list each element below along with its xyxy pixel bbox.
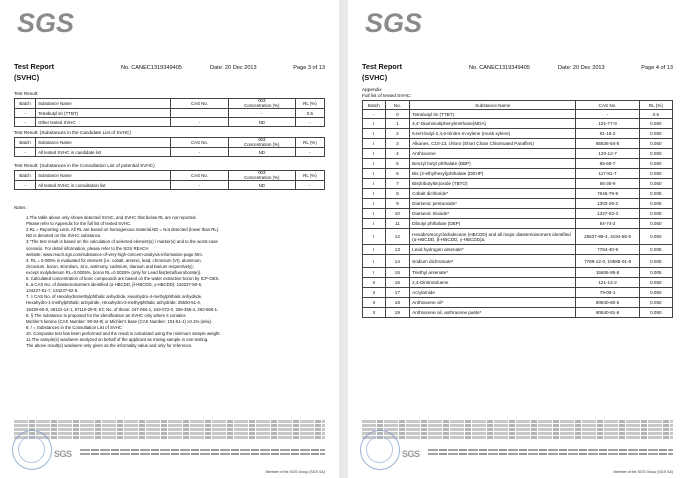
table-header-row: Batch Substance Name CAS No. 003 Concentration (%) RL (%) [15, 138, 325, 148]
table-row: - All tested SVHC in candidate list - ND - [15, 148, 325, 157]
table-row: II 18 Anthracene oil* 90640-80-5 0.050 [363, 298, 673, 308]
table-row: I 9 Diarsenic pentaoxide* 1303-28-2 0.005 [363, 199, 673, 209]
report-subtitle: (SVHC) [362, 73, 388, 82]
note-line: ND is denoted on the SVHC substance. [26, 233, 102, 239]
col-cas: CAS No. [576, 101, 639, 110]
note-line: zirconium, boron, strontium, zinc, antimony, cadmium, titanium and barium respectively); [26, 263, 194, 269]
notes-title: Notes : [14, 205, 28, 210]
svg-text:SGS: SGS [365, 8, 423, 38]
member-text: Member of the SGS Group (SGS SA) [613, 470, 673, 474]
page-number: Page 3 of 13 [293, 65, 325, 71]
table-row: I 8 Cobalt dichloride* 7646-79-9 0.005 [363, 189, 673, 199]
note-line: 7. ◊ CAS No. of Hexahydromethylphthalic anhydride, Hexahydro-4-methylphthalic anhydride, [26, 294, 203, 300]
disclaimer-text [362, 420, 673, 439]
note-line: 1.The table above only shows detected SVHC, and SVHC that below RL are not reported. [26, 215, 197, 221]
table-row: I 12 Hexabromocyclododecane (HBCDD) and all major diastereoisomers identified (α-HBCDD, β-HBCDD, γ-HBCDD)Δ 25637-99-4, 3194-55-6 0.050 [363, 229, 673, 245]
report-number: No. CANEC1319349405 [469, 65, 530, 71]
test-result-label: Test Result: [14, 91, 39, 96]
report-number: No. CANEC1319349405 [121, 65, 182, 71]
sgs-logo [363, 8, 423, 38]
table-row: I 11 Dibutyl phthalate (DBP) 84-74-2 0.050 [363, 219, 673, 229]
candidate-table [14, 137, 325, 157]
table-row: II 16 2,4-Dinitrotoluene 121-14-2 0.050 [363, 278, 673, 288]
note-line: 2.RL = Reporting Limit. All RL are based on homogenous material.ND = Not detected (lower than RL). [26, 227, 220, 233]
note-line: 5. Calculated concentration of boric compounds are based on the water extractive boron by ICP-OES. [26, 276, 220, 282]
note-line: 11.The sample(s) was/were analyzed on behalf of the applicant as mixing sample in one testing. [26, 336, 209, 342]
col-batch: Batch [15, 99, 36, 109]
seal-stamp [12, 430, 52, 470]
note-line: 19438-60-9, 48122-14-1, 57110-29-9; EC No. of those: 247-094-1, 243-072-0, 256-356-4, 260-566-1. [26, 306, 219, 312]
sgs-footer-logo: SGS [402, 449, 420, 459]
table-row: I 7 Bis(tributyltin)oxide (TBTO) 56-35-9 0.050 [363, 179, 673, 189]
table-header-row [363, 101, 673, 110]
result-table [14, 98, 325, 127]
table-row: - Other tested SVHC - ND - [15, 118, 325, 127]
table-row: I 14 Sodium dichromate* 7789-12-0, 10588-01-9 0.005 [363, 255, 673, 268]
note-line: 8. § The substance is proposed for the identification as SVHC only where it contains [26, 312, 186, 318]
note-line: except molybdenum RL=0.0005%, boron RL=0.0025% (only for Lead bis(tetrafluoroborate)). [26, 269, 202, 275]
col-rl: RL (%) [295, 99, 324, 109]
col-no: No. [385, 101, 410, 110]
note-line: 4. RL = 0.005% is evaluated for element (i.e. cobalt, arsenic, lead, chromium (VI), aluminum, [26, 257, 202, 263]
table-row: - Tetrabutyl tin (TTBT) - 0.5 [15, 109, 325, 118]
address-text [80, 449, 325, 457]
sgs-footer-logo: SGS [54, 449, 72, 459]
consultation-table [14, 170, 325, 190]
address-text [428, 449, 673, 457]
table-row: I 10 Diarsenic trioxide* 1327-53-3 0.005 [363, 209, 673, 219]
table-row: I 2 5-tert-butyl-2,4,6-trinitro-m-xylene (musk xylene) 81-15-2 0.050 [363, 129, 673, 139]
full-list-label: Full list of tested SVHC: [362, 93, 412, 98]
col-substance: Substance Name [36, 99, 171, 109]
report-date: Date: 20 Dec 2013 [558, 65, 605, 71]
table-header-row: Batch Substance Name CAS No. 003 Concentration (%) RL (%) [15, 171, 325, 181]
note-line: Michler's ketone (CAS Number: 90-94-8) or Michler's base (CAS Number: 101-61-1) ≥0.1% (w/w). [26, 318, 212, 324]
table-row: II 17 Acrylamide 79-06-1 0.050 [363, 288, 673, 298]
table-header-row [15, 99, 325, 109]
note-line: 6. Δ CAS No. of diastereoisomers identified (α-HBCDD, β-HBCDD, γ-HBCDD): 134237-50-6, [26, 282, 203, 288]
table-row: - All tested SVHC in consultation list - ND - [15, 181, 325, 190]
svg-text:SGS: SGS [17, 8, 75, 38]
table-row: I 6 Bis (2-ethylhexyl)phthalate (DEHP) 117-81-7 0.050 [363, 169, 673, 179]
table-row: I 3 Alkanes, C10-13, chloro (Short Chain Chlorinated Paraffins) 85535-84-8 0.050 [363, 139, 673, 149]
note-line: 10. Composite test has been performed and the result is calculated using the minimum sample weight. [26, 330, 221, 336]
note-line: Please refer to Appendix for the full list of tested SVHC. [26, 221, 132, 227]
report-date: Date: 20 Dec 2013 [210, 65, 257, 71]
consultation-list-label: Test Result: (Substances in the Consultation List of potential SVHC) [14, 163, 155, 168]
note-line: Hexahydro-1-methylphthalic anhydride, Hexahydro-3-methylphthalic anhydride: 25550-51-0, [26, 300, 202, 306]
col-cas: CAS No. [171, 99, 228, 109]
report-title: Test Report [362, 62, 403, 71]
candidate-list-label: Test Result: (Substances in the Candidate List of SVHC) [14, 130, 131, 135]
page-number: Page 4 of 13 [641, 65, 673, 71]
note-line: The above result(s) was/were only given as the informality value and only for reference. [26, 343, 193, 349]
notes-section [14, 205, 319, 349]
table-row: II 19 Anthracene oil, anthracene paste* 90640-81-6 0.050 [363, 308, 673, 318]
table-row: I 4 Anthracene 120-12-7 0.050 [363, 149, 673, 159]
note-line: 9. / = Substances in the Consultation List of SVHC [26, 324, 122, 330]
table-row: I 5 Benzyl butyl phthalate (BBP) 85-68-7 0.050 [363, 159, 673, 169]
report-title: Test Report [14, 62, 55, 71]
appendix-label: Appendix [362, 87, 382, 92]
report-page-3 [0, 0, 339, 478]
report-header [362, 63, 673, 73]
report-subtitle: (SVHC) [14, 73, 40, 82]
note-line: 3."The test result is based on the calculation of selected element(s) / marker(s) and to the worst-case [26, 239, 218, 245]
col-sample: 003 Concentration (%) [228, 99, 295, 109]
col-rl: RL (%) [639, 101, 672, 110]
svhc-list-table [362, 100, 673, 318]
note-line: website: www.reach.sgs.com/substance-of-very-high-concern-analysis-information-page.htm. [26, 251, 203, 257]
col-batch: Batch [363, 101, 386, 110]
report-header [14, 63, 325, 73]
note-line: 134237-51-7, 134237-52-8. [26, 288, 79, 294]
table-row: I 13 Lead hydrogen arsenate* 7784-40-9 0.005 [363, 245, 673, 255]
sgs-logo [15, 8, 75, 38]
col-substance: Substance Name [410, 101, 576, 110]
member-text: Member of the SGS Group (SGS SA) [265, 470, 325, 474]
seal-stamp [360, 430, 400, 470]
disclaimer-text [14, 420, 325, 439]
table-row: - 0 Tetrabutyl tin (TTBT) - 0.5 [363, 110, 673, 119]
report-page-4 [348, 0, 687, 478]
table-row: I 15 Triethyl arsenate* 15606-95-8 0.005 [363, 268, 673, 278]
note-line: scenario. For detail information, please refer to the SGS REACH [26, 245, 149, 251]
table-row: I 1 4,4'-Diaminodiphenylmethane(MDA) 101-77-9 0.050 [363, 119, 673, 129]
